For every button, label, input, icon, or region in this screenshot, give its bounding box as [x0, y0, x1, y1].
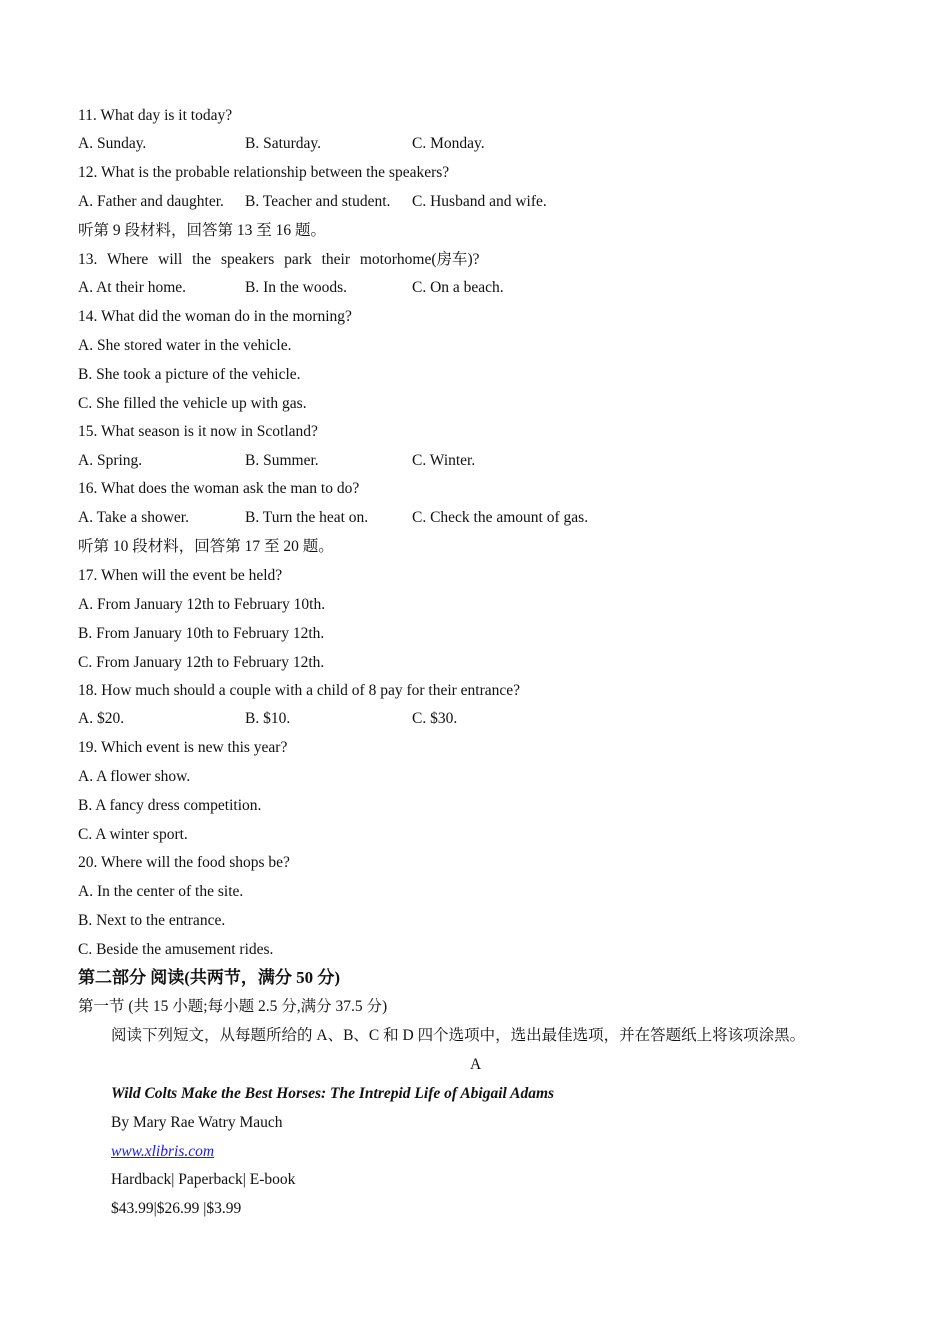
option-q14: C. She filled the vehicle up with gas. [78, 394, 307, 412]
option-q13: A. At their home. [78, 279, 187, 296]
book-prices: $43.99|$26.99 |$3.99 [111, 1200, 242, 1217]
listening-instruction: 听第 9 段材料，回答第 13 至 16 题。 [78, 222, 327, 239]
option-q15: B. Summer. [245, 452, 319, 469]
option-q16: A. Take a shower. [78, 509, 189, 526]
question-q18: 18. How much should a couple with a child of 8 pay for their entrance? [78, 682, 521, 699]
option-q18: C. $30. [412, 710, 458, 727]
question-q15: 15. What season is it now in Scotland? [78, 423, 318, 440]
question-q12: 12. What is the probable relationship between the speakers? [78, 164, 450, 181]
section-heading: 第二部分 阅读(共两节，满分 50 分) [78, 968, 341, 987]
question-q16: 16. What does the woman ask the man to do? [78, 480, 360, 497]
question-q14: 14. What did the woman do in the morning? [78, 308, 352, 325]
option-q19: A. A flower show. [78, 768, 191, 785]
option-q15: C. Winter. [412, 452, 476, 469]
question-q20: 20. Where will the food shops be? [78, 854, 290, 871]
book-title: Wild Colts Make the Best Horses: The Intrepid Life of Abigail Adams [111, 1085, 555, 1102]
question-q17: 17. When will the event be held? [78, 567, 283, 584]
option-q13: B. In the woods. [245, 279, 348, 296]
book-formats: Hardback| Paperback| E-book [111, 1171, 296, 1188]
option-q18: B. $10. [245, 710, 291, 727]
option-q11: B. Saturday. [245, 135, 322, 152]
passage-label: A [470, 1056, 482, 1073]
option-q20: C. Beside the amusement rides. [78, 940, 274, 958]
option-q11: C. Monday. [412, 135, 485, 152]
option-q12: A. Father and daughter. [78, 193, 224, 210]
subsection-heading: 第一节 (共 15 小题;每小题 2.5 分,满分 37.5 分) [78, 998, 388, 1015]
option-q17: A. From January 12th to February 10th. [78, 596, 326, 613]
option-q14: A. She stored water in the vehicle. [78, 337, 292, 354]
option-q16: B. Turn the heat on. [245, 509, 369, 526]
option-q12: C. Husband and wife. [412, 193, 547, 210]
option-q11: A. Sunday. [78, 135, 147, 152]
option-q18: A. $20. [78, 710, 125, 727]
option-q20: B. Next to the entrance. [78, 911, 226, 929]
option-q15: A. Spring. [78, 452, 143, 469]
option-q17: C. From January 12th to February 12th. [78, 653, 325, 671]
option-q20: A. In the center of the site. [78, 883, 244, 900]
listening-instruction: 听第 10 段材料，回答第 17 至 20 题。 [78, 538, 334, 555]
option-q19: B. A fancy dress competition. [78, 796, 262, 814]
reading-instruction: 阅读下列短文，从每题所给的 A、B、C 和 D 四个选项中，选出最佳选项，并在答题纸上将该项涂黑。 [111, 1027, 806, 1044]
question-q13: 13. Where will the speakers park their motorhome(房车)? [78, 251, 480, 268]
question-q19: 19. Which event is new this year? [78, 739, 288, 756]
option-q19: C. A winter sport. [78, 825, 188, 843]
book-author: By Mary Rae Watry Mauch [111, 1114, 283, 1131]
option-q12: B. Teacher and student. [245, 193, 391, 210]
book-link[interactable]: www.xlibris.com [111, 1143, 215, 1160]
option-q14: B. She took a picture of the vehicle. [78, 365, 301, 383]
option-q17: B. From January 10th to February 12th. [78, 624, 325, 642]
question-q11: 11. What day is it today? [78, 107, 233, 124]
option-q13: C. On a beach. [412, 279, 504, 296]
option-q16: C. Check the amount of gas. [412, 509, 589, 526]
